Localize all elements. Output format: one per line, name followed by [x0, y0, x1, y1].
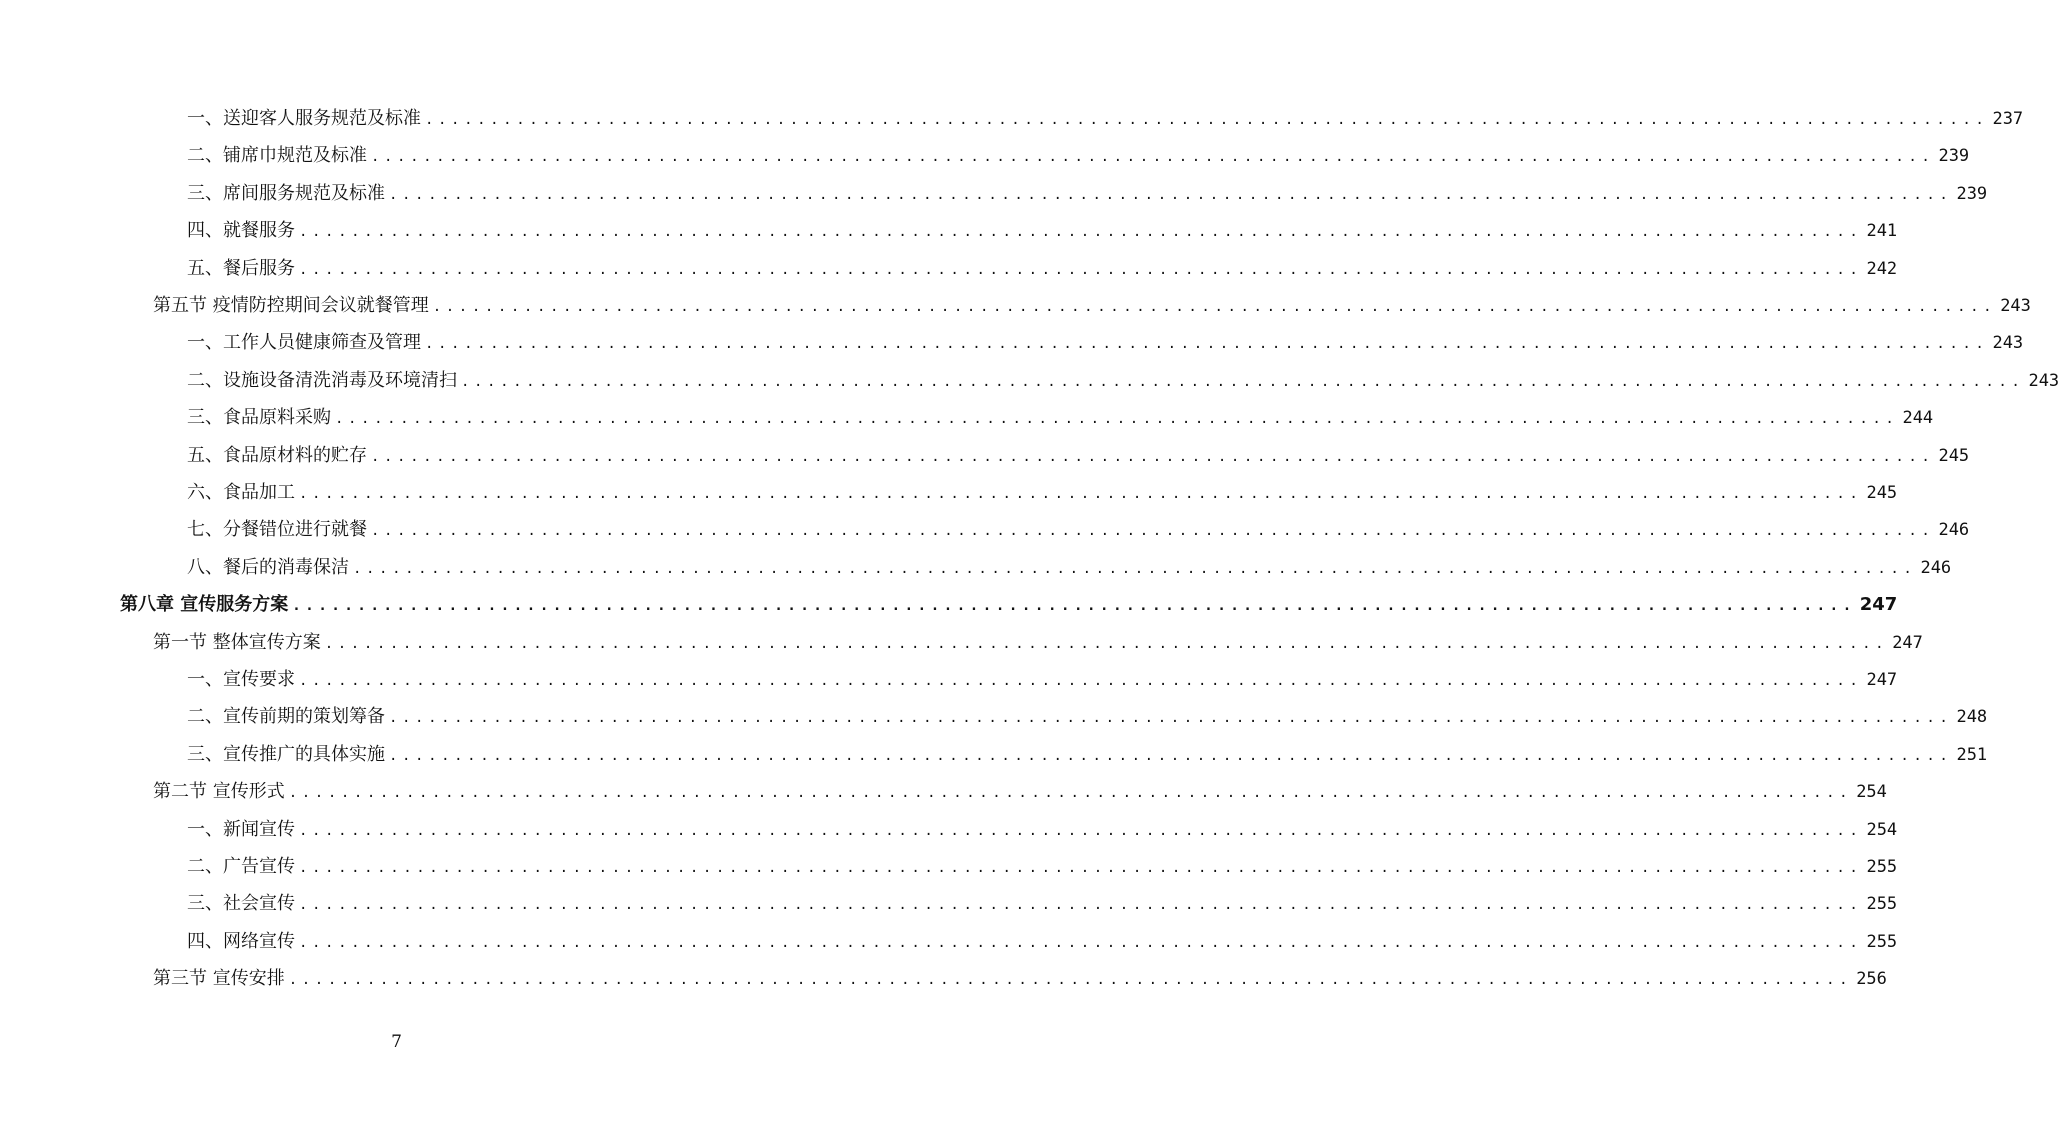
toc-entry-page: 246: [1920, 557, 1952, 578]
toc-dot-leader: ........................................................................................................................: [299, 897, 1863, 914]
toc-entry[interactable]: [187, 885, 1898, 922]
toc-entry[interactable]: [187, 399, 1934, 436]
toc-entry-title: 一、送迎客人服务规范及标准: [187, 108, 421, 129]
toc-entry[interactable]: [187, 811, 1898, 848]
toc-entry-title: 八、餐后的消毒保洁: [187, 556, 349, 578]
toc-dot-leader: ........................................................................................................................: [371, 149, 1935, 166]
toc-dot-leader: ........................................................................................................................: [425, 336, 1989, 353]
toc-entry-page: 254: [1866, 819, 1898, 840]
toc-dot-leader: ........................................................................................................................: [299, 673, 1863, 689]
toc-entry-page: 244: [1902, 408, 1934, 429]
toc-dot-leader: ........................................................................................................................: [292, 598, 1856, 615]
toc-entry-title: 二、宣传前期的策划筹备: [187, 706, 385, 728]
toc-entry[interactable]: [187, 736, 1988, 773]
toc-entry-title: 六、食品加工: [187, 482, 295, 503]
toc-entry-title: 五、食品原材料的贮存: [187, 444, 367, 466]
toc-dot-leader: ........................................................................................................................: [425, 112, 1989, 128]
toc-entry[interactable]: [187, 511, 1970, 548]
toc-entry[interactable]: [187, 698, 1988, 735]
toc-entry[interactable]: [153, 960, 1887, 997]
toc-entry-title: 一、工作人员健康筛查及管理: [187, 332, 421, 354]
toc-entry-title: 四、就餐服务: [187, 220, 295, 242]
toc-entry[interactable]: [187, 474, 1898, 511]
toc-dot-leader: ........................................................................................................................: [299, 860, 1863, 876]
toc-entry-title: 二、铺席巾规范及标准: [187, 145, 367, 167]
toc-dot-leader: ........................................................................................................................: [324, 635, 1889, 652]
toc-entry[interactable]: [187, 549, 1952, 586]
toc-entry-title: 三、食品原料采购: [187, 407, 331, 429]
toc-entry[interactable]: [153, 773, 1887, 810]
toc-entry-title: 第三节 宣传安排: [153, 968, 285, 990]
toc-entry-title: 第五节 疫情防控期间会议就餐管理: [153, 295, 429, 316]
toc-entry-page: 247: [1866, 670, 1898, 690]
toc-entry-page: 243: [1992, 333, 2024, 354]
toc-entry-page: 254: [1856, 782, 1887, 803]
toc-dot-leader: ........................................................................................................................: [299, 934, 1863, 951]
toc-entry-title: 四、网络宣传: [187, 930, 295, 952]
toc-entry[interactable]: [187, 137, 1970, 174]
toc-dot-leader: ........................................................................................................................: [461, 373, 2025, 390]
toc-entry[interactable]: [187, 362, 2059, 399]
toc-entry[interactable]: [153, 287, 2031, 324]
toc-entry-title: 三、社会宣传: [187, 893, 295, 915]
toc-entry-title: 五、餐后服务: [187, 257, 295, 279]
toc-entry[interactable]: [120, 586, 1898, 623]
toc-entry-title: 三、席间服务规范及标准: [187, 182, 385, 204]
toc-entry[interactable]: [187, 848, 1898, 885]
toc-entry[interactable]: [187, 437, 1970, 474]
toc-dot-leader: ........................................................................................................................: [288, 785, 1853, 802]
toc-entry-page: 248: [1956, 707, 1988, 728]
toc-entry-page: 251: [1956, 744, 1988, 765]
toc-entry[interactable]: [187, 212, 1898, 249]
toc-entry-title: 一、新闻宣传: [187, 818, 295, 840]
toc-entry[interactable]: [187, 661, 1898, 698]
toc-entry[interactable]: [187, 100, 2024, 137]
toc-entry[interactable]: [187, 324, 2024, 361]
toc-dot-leader: ........................................................................................................................: [299, 224, 1863, 241]
toc-entry-page: 247: [1859, 594, 1898, 616]
toc-entry-page: 237: [1992, 109, 2024, 129]
toc-dot-leader: ........................................................................................................................: [288, 972, 1853, 989]
toc-entry-title: 三、宣传推广的具体实施: [187, 743, 385, 765]
toc-entry-page: 255: [1866, 857, 1898, 877]
toc-entry-page: 239: [1938, 146, 1970, 167]
toc-dot-leader: ........................................................................................................................: [299, 822, 1863, 839]
toc-dot-leader: ........................................................................................................................: [371, 448, 1935, 465]
toc-entry-title: 第八章 宣传服务方案: [120, 594, 289, 616]
toc-dot-leader: ........................................................................................................................: [299, 486, 1863, 502]
toc-entry[interactable]: [187, 175, 1988, 212]
toc-entry-title: 一、宣传要求: [187, 669, 295, 690]
toc-entry-page: 245: [1938, 445, 1970, 466]
toc-entry-page: 241: [1866, 221, 1898, 242]
toc-entry-page: 243: [2028, 370, 2059, 391]
toc-dot-leader: ........................................................................................................................: [353, 560, 1917, 577]
toc-entry-page: 243: [2000, 296, 2031, 316]
toc-entry-page: 246: [1938, 520, 1970, 541]
toc-dot-leader: ........................................................................................................................: [335, 411, 1899, 428]
toc-entry-title: 二、设施设备清洗消毒及环境清扫: [187, 369, 457, 391]
toc-dot-leader: ........................................................................................................................: [389, 710, 1953, 727]
toc-dot-leader: ........................................................................................................................: [389, 747, 1953, 764]
toc-entry[interactable]: [187, 923, 1898, 960]
toc-entry-page: 245: [1866, 483, 1898, 503]
toc-entry-title: 二、广告宣传: [187, 856, 295, 877]
toc-dot-leader: ........................................................................................................................: [389, 186, 1953, 203]
toc-entry-page: 255: [1866, 894, 1898, 915]
toc-entry[interactable]: [187, 250, 1898, 287]
toc-dot-leader: ........................................................................................................................: [299, 261, 1863, 278]
toc-entry[interactable]: [153, 624, 1923, 661]
toc-entry-page: 239: [1956, 183, 1988, 204]
toc-entry-page: 242: [1866, 258, 1898, 279]
toc-dot-leader: ........................................................................................................................: [371, 523, 1935, 540]
page-number: 7: [391, 1032, 402, 1052]
toc-entry-page: 247: [1892, 632, 1923, 653]
toc-entry-page: 256: [1856, 969, 1887, 990]
toc-entry-page: 255: [1866, 931, 1898, 952]
toc-entry-title: 第二节 宣传形式: [153, 781, 285, 803]
toc-entry-title: 第一节 整体宣传方案: [153, 631, 321, 653]
toc-entry-title: 七、分餐错位进行就餐: [187, 519, 367, 541]
toc-dot-leader: ........................................................................................................................: [432, 299, 1997, 315]
